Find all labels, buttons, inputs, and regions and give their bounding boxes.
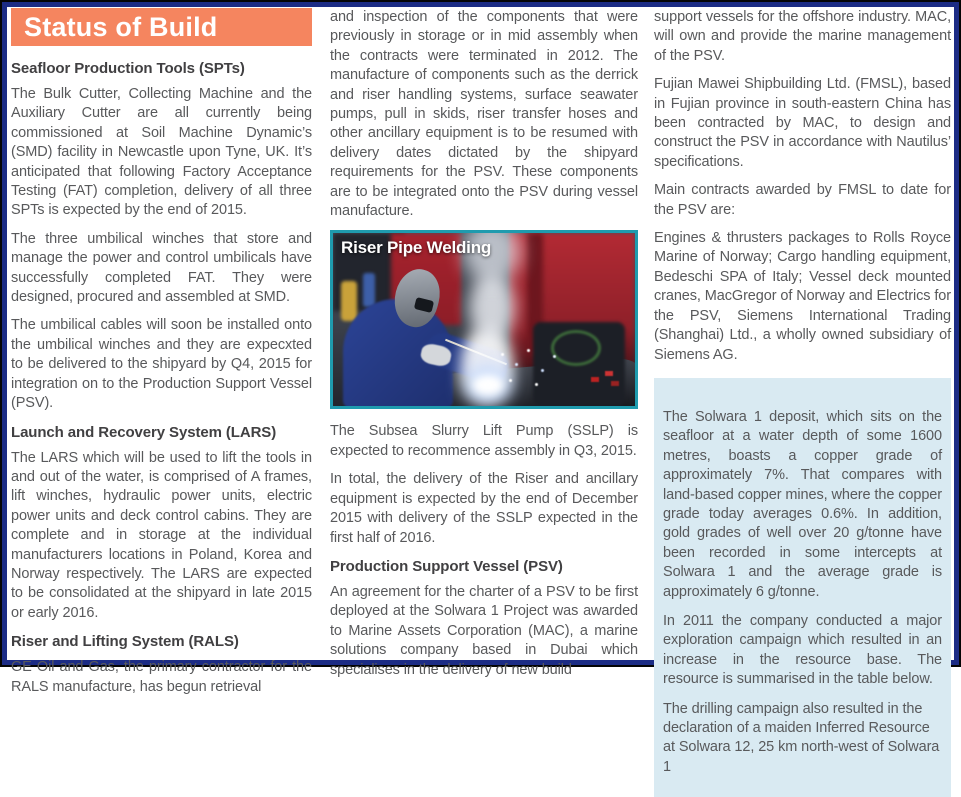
paragraph-main-contracts: Main contracts awarded by FMSL to date for the PSV are: bbox=[654, 182, 951, 218]
paragraph-spts-2: The three umbilical winches that store and manage the power and control umbilicals have successfully completed FAT. They were designed, procured and assembled at SMD. bbox=[11, 230, 312, 306]
paragraph-rals-1: GE Oil and Gas, the primary contractor for the RALS manufacture, has begun retrieval bbox=[11, 659, 312, 695]
paragraph-contract-list: Engines & thrusters packages to Rolls Royce Marine of Norway; Cargo handling equipment, Bedeschi SPA of Italy; Vessel deck mounted cranes, MacGregor of Norway and Electrics for the PSV, Siemens International Trading (Shanghai) Ltd., a wholly owned subsidiary of Siemens AG. bbox=[654, 230, 951, 363]
equipment-indicator-lights bbox=[605, 371, 613, 376]
infobox-paragraph-deposit: The Solwara 1 deposit, which sits on the seafloor at a water depth of some 1600 metres, boasts a copper grade of approximately 7%. That compares with land-based copper mines, where the copper grade today averages 0.6%. In addition, gold grades of well over 20 g/tonne have been recorded in some intercepts at Solwara 1 and the average grade is approximately 6 g/tonne. bbox=[663, 408, 942, 600]
welding-scene bbox=[333, 233, 635, 406]
status-of-build-banner bbox=[11, 8, 312, 46]
paragraph-riser-delivery: In total, the delivery of the Riser and ancillary equipment is expected by the end of December 2015 with delivery of the SSLP expected in the first half of 2016. bbox=[330, 471, 638, 546]
photo-caption: Riser Pipe Welding bbox=[341, 238, 492, 258]
heading-production-support-vessel: Production Support Vessel (PSV) bbox=[330, 557, 563, 575]
riser-pipe-welding-photo bbox=[330, 230, 638, 409]
weld-smoke-middle bbox=[469, 273, 515, 343]
paragraph-lars-1: The LARS which will be used to lift the tools in and out of the water, is comprised of A frames, lift winches, hydraulic power units, electric power units and deck control cabins. They are complete and in storage at the individual manufacturers locations in Poland, Korea and Norway respectively. The LARS are expected to be consolidated at the shipyard in late 2015 or early 2016. bbox=[11, 449, 312, 621]
paragraph-sslp: The Subsea Slurry Lift Pump (SSLP) is expected to recommence assembly in Q3, 2015. bbox=[330, 423, 638, 459]
paragraph-psv-continued: support vessels for the offshore industry. MAC, will own and provide the marine management of the PSV. bbox=[654, 9, 951, 64]
heading-launch-recovery-system: Launch and Recovery System (LARS) bbox=[11, 423, 277, 441]
heading-riser-lifting-system: Riser and Lifting System (RALS) bbox=[11, 633, 239, 651]
paragraph-spts-1: The Bulk Cutter, Collecting Machine and the Auxiliary Cutter are all currently being commissioned at Soil Machine Dynamic’s (SMD) facility in Newcastle upon Tyne, UK. It’s anticipated that following Factory Acceptance Testing (FAT) completion, delivery of all three SPTs is expected by the end of 2015. bbox=[11, 86, 312, 219]
infobox-paragraph-drilling: The drilling campaign also resulted in the declaration of a maiden Inferred Resource at Solwara 12, 25 km north-west of Solwara 1 bbox=[663, 700, 940, 775]
solwara-info-box bbox=[654, 378, 951, 797]
paragraph-fmsl: Fujian Mawei Shipbuilding Ltd. (FMSL), based in Fujian province in south-eastern China has been contracted by MAC, to design and construct the PSV in accordance with Nautilus’ specifications. bbox=[654, 76, 951, 170]
paragraph-psv-1: An agreement for the charter of a PSV to be first deployed at the Solwara 1 Project was awarded to Marine Assets Corporation (MAC), a marine solutions company based in Dubai which specialises in the delivery of new build bbox=[330, 583, 638, 678]
column-right bbox=[654, 8, 951, 775]
heading-seafloor-production-tools: Seafloor Production Tools (SPTs) bbox=[11, 60, 245, 77]
column-middle bbox=[330, 8, 638, 689]
gas-bottle-blue bbox=[363, 273, 375, 307]
infobox-paragraph-exploration: In 2011 the company conducted a major exploration campaign which resulted in an increase in the resource base. The resource is summarised in the table below. bbox=[663, 612, 942, 688]
paragraph-spts-3: The umbilical cables will soon be installed onto the umbilical winches and they are expecxted to be delivered to the shipyard by Q4, 2015 for integration on to the Production Support Vessel (PSV). bbox=[11, 317, 312, 412]
page-title: Status of Build bbox=[24, 12, 218, 42]
column-left bbox=[11, 8, 312, 706]
paragraph-rals-continued: and inspection of the components that were previously in storage or in mid assembly when the contracts were terminated in 2012. The manufacture of components such as the derrick and riser handling systems, surface seawater pumps, pull in skids, riser transfer hoses and other ancillary equipment is to be resumed with delivery dates dictated by the shipyard requirements for the PSV. These components are to be integrated onto the PSV during vessel manufacture. bbox=[330, 9, 638, 220]
gas-bottle-yellow bbox=[341, 281, 357, 321]
